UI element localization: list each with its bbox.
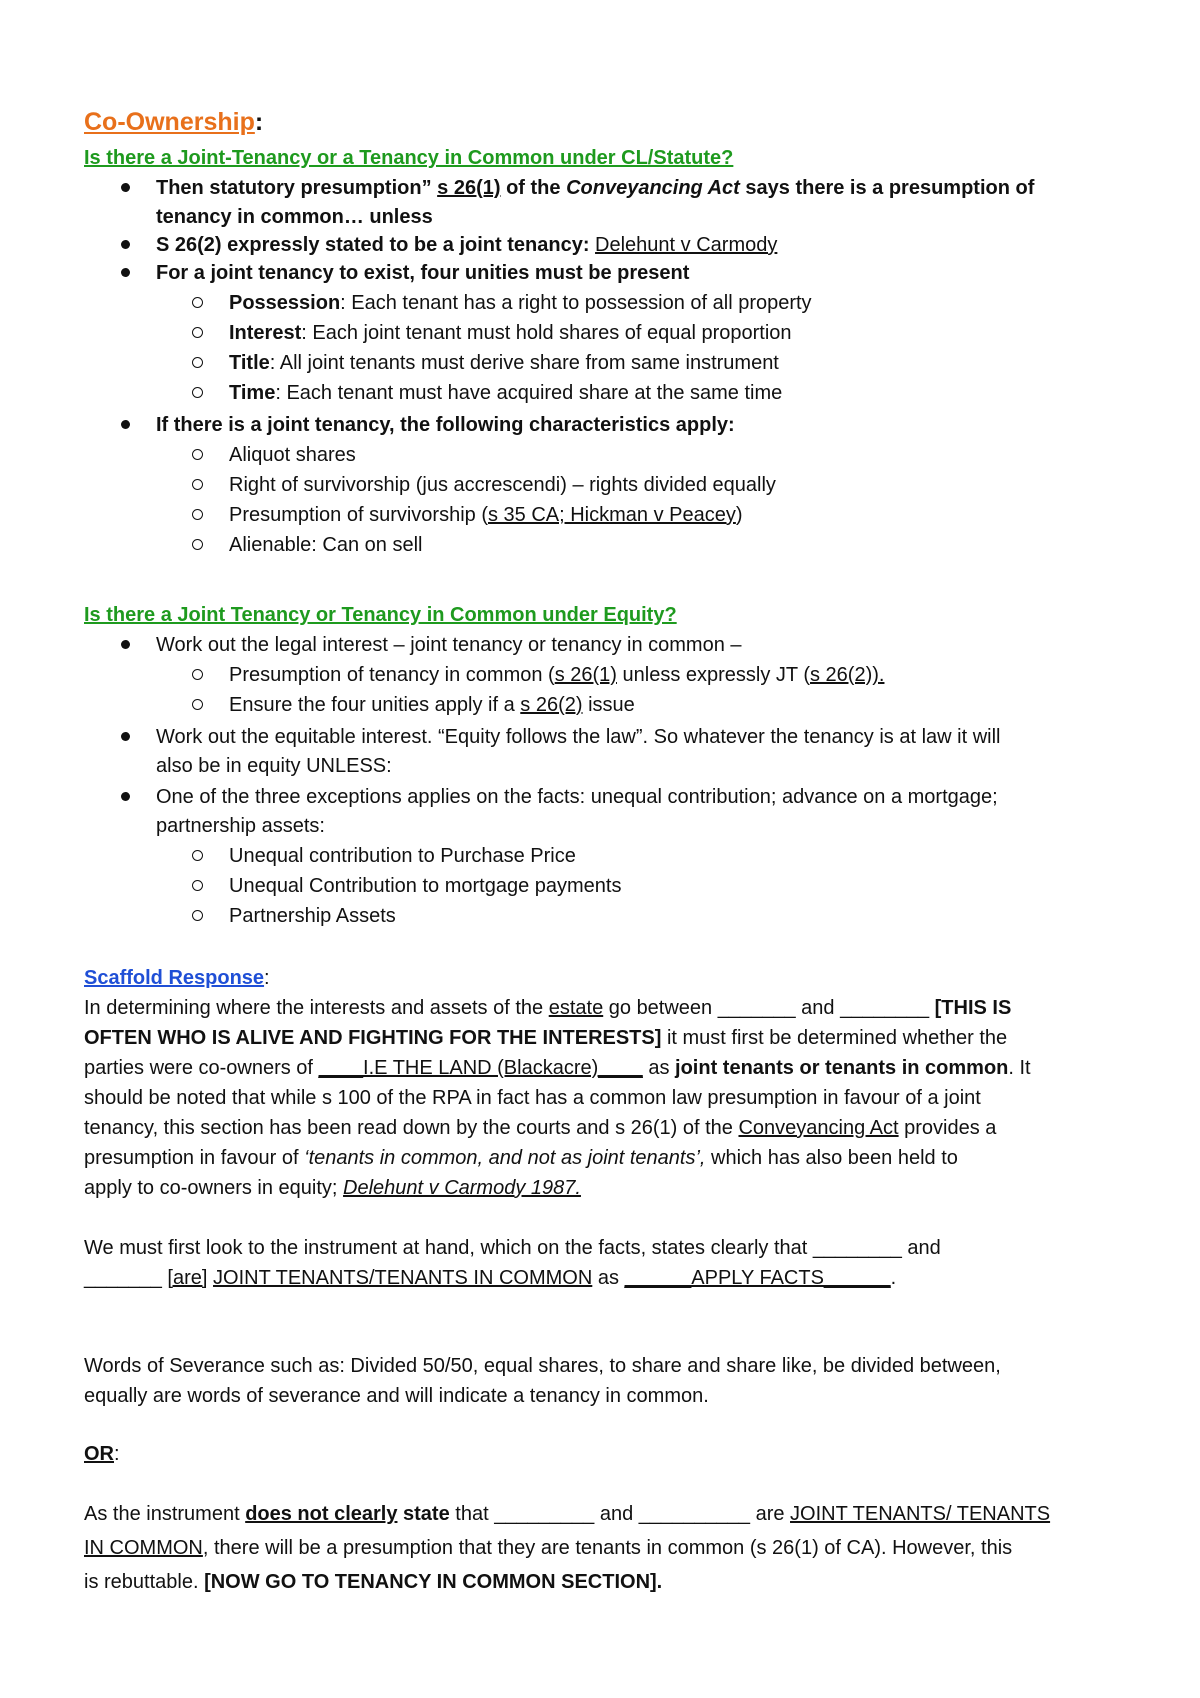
circle-bullet-icon [192,669,203,680]
scaffold-heading: Scaffold Response: [84,967,270,989]
circle-bullet-icon [192,850,203,861]
page-title: Co-Ownership: [84,108,264,136]
bullet-icon [121,420,130,429]
list-item: For a joint tenancy to exist, four unities must be present [156,262,690,284]
paragraph-line: Words of Severance such as: Divided 50/50, equal shares, to share and share like, be divided between, [84,1355,1001,1377]
section1-heading: Is there a Joint-Tenancy or a Tenancy in Common under CL/Statute? [84,147,734,169]
paragraph-line: In determining where the interests and assets of the estate go between _______ and ________ [THIS IS [84,997,1012,1019]
case-ref: s 35 CA; Hickman v Peacey [487,504,736,526]
paragraph-line: tenancy, this section has been read down by the courts and s 26(1) of the Conveyancing Act provides a [84,1117,997,1139]
circle-bullet-icon [192,449,203,460]
bullet-icon [121,183,130,192]
list-item: Work out the legal interest – joint tenancy or tenancy in common – [156,634,742,656]
case-ref: Delehunt v Carmody [595,234,778,256]
list-item: One of the three exceptions applies on the facts: unequal contribution; advance on a mortgage; [156,786,998,808]
bullet-icon [121,732,130,741]
paragraph-line: should be noted that while s 100 of the RPA in fact has a common law presumption in favour of a joint [84,1087,981,1109]
section2-heading: Is there a Joint Tenancy or Tenancy in Common under Equity? [84,604,677,626]
paragraph-line: presumption in favour of ‘tenants in common, and not as joint tenants’, which has also been held to [84,1147,958,1169]
list-item-continued: also be in equity UNLESS: [156,755,392,777]
paragraph-line: apply to co-owners in equity; Delehunt v Carmody 1987. [84,1177,581,1199]
list-item-continued: tenancy in common… unless [156,206,433,228]
list-item: Work out the equitable interest. “Equity follows the law”. So whatever the tenancy is at law it will [156,726,1001,748]
list-subitem: Partnership Assets [229,905,396,927]
bullet-icon [121,240,130,249]
list-item: Then statutory presumption” s 26(1) of the Conveyancing Act says there is a presumption of [156,177,1035,199]
list-subitem: Presumption of survivorship (s 35 CA; Hickman v Peacey) [229,504,743,526]
list-item: S 26(2) expressly stated to be a joint tenancy: Delehunt v Carmody [156,234,778,256]
bullet-icon [121,268,130,277]
circle-bullet-icon [192,539,203,550]
list-subitem: Presumption of tenancy in common (s 26(1) unless expressly JT (s 26(2)). [229,664,885,686]
paragraph-line: is rebuttable. [NOW GO TO TENANCY IN COMMON SECTION]. [84,1571,663,1593]
paragraph-line: As the instrument does not clearly state that _________ and __________ are JOINT TENANTS/ TENANTS [84,1503,1051,1525]
list-subitem: Right of survivorship (jus accrescendi) – rights divided equally [229,474,776,496]
circle-bullet-icon [192,479,203,490]
list-subitem: Title: All joint tenants must derive share from same instrument [229,352,779,374]
paragraph-line: OFTEN WHO IS ALIVE AND FIGHTING FOR THE INTERESTS] it must first be determined whether the [84,1027,1008,1049]
bullet-icon [121,640,130,649]
list-subitem: Possession: Each tenant has a right to possession of all property [229,292,812,314]
paragraph-line: _______ [are] JOINT TENANTS/TENANTS IN COMMON as ______APPLY FACTS______. [84,1267,897,1289]
circle-bullet-icon [192,880,203,891]
or-label: OR: [84,1443,120,1465]
list-subitem: Unequal Contribution to mortgage payments [229,875,622,897]
statute-ref: s 26(1) [437,177,501,199]
list-subitem: Unequal contribution to Purchase Price [229,845,576,867]
circle-bullet-icon [192,699,203,710]
list-subitem: Aliquot shares [229,444,356,466]
list-subitem: Alienable: Can on sell [229,534,423,556]
circle-bullet-icon [192,387,203,398]
paragraph-line: IN COMMON, there will be a presumption that they are tenants in common (s 26(1) of CA). However, this [84,1537,1013,1559]
list-item-continued: partnership assets: [156,815,325,837]
paragraph-line: parties were co-owners of ____I.E THE LAND (Blackacre)____ as joint tenants or tenants in common. It [84,1057,1031,1079]
case-ref: Delehunt v Carmody 1987. [343,1177,581,1199]
list-subitem: Interest: Each joint tenant must hold shares of equal proportion [229,322,792,344]
circle-bullet-icon [192,509,203,520]
list-item: If there is a joint tenancy, the following characteristics apply: [156,414,735,436]
paragraph-line: We must first look to the instrument at hand, which on the facts, states clearly that ________ and [84,1237,941,1259]
circle-bullet-icon [192,910,203,921]
list-subitem: Ensure the four unities apply if a s 26(2) issue [229,694,635,716]
circle-bullet-icon [192,357,203,368]
title-text: Co-Ownership [84,108,255,136]
paragraph-line: equally are words of severance and will indicate a tenancy in common. [84,1385,709,1407]
bullet-icon [121,792,130,801]
circle-bullet-icon [192,297,203,308]
list-subitem: Time: Each tenant must have acquired share at the same time [229,382,783,404]
circle-bullet-icon [192,327,203,338]
